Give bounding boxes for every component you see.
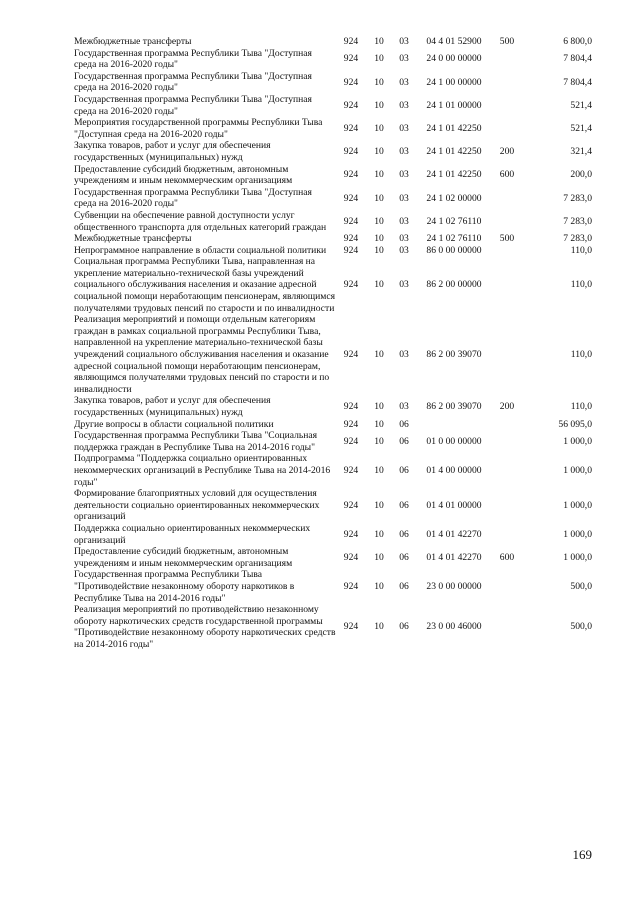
- row-name: Государственная программа Республики Тыва "Доступная среда на 2016-2020 годы": [74, 93, 312, 117]
- table-row: [74, 48, 592, 71]
- row-target-article: 04 4 01 52900: [426, 36, 482, 47]
- row-target-article: 01 4 01 42270: [426, 551, 482, 563]
- row-ministry-code: 924: [343, 551, 359, 563]
- row-ministry-code: 924: [343, 36, 359, 47]
- row-expense-type: 500: [499, 233, 515, 245]
- row-section-code: 10: [374, 435, 384, 447]
- row-name: Предоставление субсидий бюджетным, автономным учреждениям и иным некоммерческим организациям: [74, 163, 293, 187]
- row-expense-type: [492, 314, 522, 395]
- row-target-article: 24 1 01 00000: [426, 99, 482, 111]
- row-name: Социальная программа Республики Тыва, направленная на укрепление материально-технической базы учреждений социального обслуживания населения и оказание адресной социальной помощи неработающим пенсионерам, являющимся получателями трудовых пенсий по старости и по инвалидности: [74, 256, 336, 314]
- row-ministry-code: 924: [343, 499, 359, 511]
- row-subsection-code: 06: [399, 435, 409, 447]
- row-subsection-code: 03: [399, 215, 409, 227]
- row-name: Государственная программа Республики Тыва "Противодействие незаконному обороту наркотиков в Республике Тыва на 2014-2016 годы": [74, 569, 295, 604]
- row-section-code: 10: [374, 279, 384, 291]
- row-section-code: 10: [374, 418, 384, 430]
- row-target-article: 24 1 01 42250: [426, 122, 482, 134]
- row-subsection-code: 03: [399, 401, 409, 413]
- row-target-article: 24 1 02 76110: [426, 233, 482, 245]
- row-subsection-code: 03: [399, 53, 409, 65]
- row-expense-type: [492, 245, 522, 257]
- row-target-article: 23 0 00 46000: [426, 621, 482, 633]
- row-expense-type: [492, 187, 522, 210]
- row-ministry-code: 924: [343, 99, 359, 111]
- row-ministry-code: 924: [343, 146, 359, 158]
- row-ministry-code: 924: [343, 580, 359, 592]
- row-name: Закупка товаров, работ и услуг для обеспечения государственных (муниципальных) нужд: [74, 140, 271, 163]
- table-row: [74, 395, 592, 418]
- row-ministry-code: 924: [343, 464, 359, 476]
- row-name: Межбюджетные трансферты: [74, 233, 192, 245]
- row-amount: 1 000,0: [563, 435, 592, 447]
- row-amount: 56 095,0: [558, 418, 592, 430]
- row-name: Государственная программа Республики Тыва "Доступная среда на 2016-2020 годы": [74, 70, 312, 94]
- row-expense-type: 600: [499, 551, 515, 563]
- row-expense-type: [492, 453, 522, 488]
- row-subsection-code: 03: [399, 244, 409, 256]
- row-subsection-code: 03: [399, 76, 409, 88]
- row-section-code: 10: [374, 401, 384, 413]
- row-expense-type: [492, 523, 522, 546]
- table-row: [74, 453, 592, 488]
- row-subsection-code: 03: [399, 99, 409, 111]
- row-name: Реализация мероприятий и помощи отдельным категориям граждан в рамках социальной программы Республики Тыва, направленной на укрепление материально-технической базы учреждений социального обслуживания населения и оказание адресной социальной помощи неработающим пенсионерам, являющимся получателями трудовых пенсий по старости и по инвалидности: [74, 314, 330, 395]
- row-ministry-code: 924: [343, 169, 359, 181]
- table-row: [74, 256, 592, 314]
- row-target-article: 01 4 00 00000: [426, 464, 482, 476]
- row-subsection-code: 06: [399, 528, 409, 540]
- table-row: [74, 604, 592, 650]
- row-expense-type: [492, 569, 522, 604]
- row-name: Формирование благоприятных условий для осуществления деятельности социально ориентированных некоммерческих организаций: [74, 488, 320, 523]
- row-section-code: 10: [374, 36, 384, 47]
- row-subsection-code: 06: [399, 621, 409, 633]
- row-name: Субвенции на обеспечение равной доступности услуг общественного транспорта для отдельных категорий граждан: [74, 209, 327, 233]
- row-name: Предоставление субсидий бюджетным, автономным учреждениям и иным некоммерческим организациям: [74, 546, 293, 569]
- row-section-code: 10: [374, 244, 384, 256]
- row-name: Поддержка социально ориентированных некоммерческих организаций: [74, 522, 311, 546]
- table-row: [74, 569, 592, 604]
- row-ministry-code: 924: [343, 192, 359, 204]
- row-target-article: 01 4 01 00000: [426, 499, 482, 511]
- row-amount: 7 283,0: [563, 233, 592, 245]
- row-name: Реализация мероприятий по противодействию незаконному обороту наркотических средств государственной программы "Противодействие незаконному обороту наркотических средств на 2014-2016 годы": [74, 604, 336, 650]
- row-section-code: 10: [374, 528, 384, 540]
- row-name: Государственная программа Республики Тыва "Социальная поддержка граждан в Республике Тыва на 2014-2016 годы": [74, 430, 318, 453]
- row-subsection-code: 06: [399, 418, 409, 430]
- row-ministry-code: 924: [343, 401, 359, 413]
- row-amount: 7 283,0: [563, 192, 592, 204]
- row-amount: 7 804,4: [563, 53, 592, 65]
- row-target-article: 01 0 00 00000: [426, 435, 482, 447]
- row-name: Мероприятия государственной программы Республики Тыва "Доступная среда на 2016-2020 годы": [74, 117, 323, 140]
- table-row: [74, 488, 592, 523]
- row-amount: 110,0: [570, 279, 592, 291]
- row-amount: 500,0: [570, 621, 592, 633]
- row-amount: 110,0: [570, 349, 592, 361]
- row-section-code: 10: [374, 215, 384, 227]
- row-expense-type: [492, 604, 522, 650]
- budget-table-body: [74, 36, 592, 650]
- row-amount: 7 283,0: [563, 215, 592, 227]
- row-name: Межбюджетные трансферты: [74, 36, 192, 47]
- table-row: [74, 233, 592, 245]
- row-ministry-code: 924: [343, 122, 359, 134]
- row-expense-type: 500: [499, 36, 515, 47]
- row-subsection-code: 03: [399, 349, 409, 361]
- row-amount: 1 000,0: [563, 499, 592, 511]
- row-expense-type: [492, 117, 522, 140]
- row-target-article: 86 0 00 00000: [426, 244, 482, 256]
- row-target-article: 24 1 02 76110: [426, 215, 482, 227]
- row-section-code: 10: [374, 551, 384, 563]
- row-ministry-code: 924: [343, 76, 359, 88]
- row-name: Государственная программа Республики Тыва "Доступная среда на 2016-2020 годы": [74, 186, 312, 210]
- row-subsection-code: 06: [399, 551, 409, 563]
- row-subsection-code: 03: [399, 233, 409, 245]
- row-target-article: 01 4 01 42270: [426, 528, 482, 540]
- row-amount: 321,4: [570, 146, 592, 158]
- row-expense-type: [492, 71, 522, 94]
- row-ministry-code: 924: [343, 418, 359, 430]
- row-subsection-code: 06: [399, 499, 409, 511]
- row-amount: 521,4: [570, 122, 592, 134]
- table-row: [74, 140, 592, 163]
- row-target-article: 86 2 00 39070: [426, 349, 482, 361]
- row-section-code: 10: [374, 53, 384, 65]
- row-ministry-code: 924: [343, 233, 359, 245]
- row-expense-type: [492, 488, 522, 523]
- page-number: 169: [572, 847, 592, 862]
- row-amount: 521,4: [570, 99, 592, 111]
- row-subsection-code: 06: [399, 580, 409, 592]
- row-amount: 7 804,4: [563, 76, 592, 88]
- row-amount: 1 000,0: [563, 528, 592, 540]
- table-row: [74, 419, 592, 431]
- row-section-code: 10: [374, 349, 384, 361]
- row-ministry-code: 924: [343, 53, 359, 65]
- row-amount: 1 000,0: [563, 464, 592, 476]
- row-amount: 6 800,0: [563, 36, 592, 47]
- table-row: [74, 523, 592, 546]
- row-name: Подпрограмма "Поддержка социально ориентированных некоммерческих организаций в Республике Тыва на 2014-2016 годы": [74, 453, 331, 488]
- row-target-article: 24 1 02 00000: [426, 192, 482, 204]
- row-target-article: 23 0 00 00000: [426, 580, 482, 592]
- row-ministry-code: 924: [343, 349, 359, 361]
- row-expense-type: [492, 419, 522, 431]
- row-subsection-code: 03: [399, 36, 409, 47]
- row-subsection-code: 03: [399, 169, 409, 181]
- row-amount: 110,0: [570, 401, 592, 413]
- row-target-article: 24 1 01 42250: [426, 169, 482, 181]
- row-amount: 500,0: [570, 580, 592, 592]
- row-target-article: 24 1 00 00000: [426, 76, 482, 88]
- row-name: Непрограммное направление в области социальной политики: [74, 244, 327, 256]
- table-row: [74, 94, 592, 117]
- row-expense-type: [492, 256, 522, 314]
- row-section-code: 10: [374, 192, 384, 204]
- row-subsection-code: 06: [399, 464, 409, 476]
- row-amount: 1 000,0: [563, 551, 592, 563]
- row-ministry-code: 924: [343, 279, 359, 291]
- row-name: Закупка товаров, работ и услуг для обеспечения государственных (муниципальных) нужд: [74, 395, 271, 418]
- row-expense-type: 200: [499, 146, 515, 158]
- row-section-code: 10: [374, 580, 384, 592]
- budget-table: [74, 36, 592, 650]
- row-section-code: 10: [374, 464, 384, 476]
- row-expense-type: [492, 94, 522, 117]
- row-expense-type: [492, 48, 522, 71]
- row-ministry-code: 924: [343, 528, 359, 540]
- row-ministry-code: 924: [343, 621, 359, 633]
- row-ministry-code: 924: [343, 215, 359, 227]
- row-name: Государственная программа Республики Тыва "Доступная среда на 2016-2020 годы": [74, 47, 312, 71]
- row-section-code: 10: [374, 122, 384, 134]
- row-subsection-code: 03: [399, 192, 409, 204]
- row-section-code: 10: [374, 146, 384, 158]
- row-target-article: 24 1 01 42250: [426, 146, 482, 158]
- table-row: [74, 164, 592, 187]
- table-row: [74, 314, 592, 395]
- row-subsection-code: 03: [399, 279, 409, 291]
- row-ministry-code: 924: [343, 435, 359, 447]
- row-ministry-code: 924: [343, 244, 359, 256]
- row-target-article: 86 2 00 39070: [426, 401, 482, 413]
- row-section-code: 10: [374, 169, 384, 181]
- row-expense-type: 200: [499, 401, 515, 413]
- table-row: [74, 36, 592, 48]
- table-row: [74, 210, 592, 233]
- row-subsection-code: 03: [399, 122, 409, 134]
- row-amount: 200,0: [570, 169, 592, 181]
- table-row: [74, 187, 592, 210]
- row-section-code: 10: [374, 76, 384, 88]
- row-section-code: 10: [374, 233, 384, 245]
- row-expense-type: [492, 210, 522, 233]
- row-target-article: 86 2 00 00000: [426, 279, 482, 291]
- table-row: [74, 546, 592, 569]
- row-subsection-code: 03: [399, 146, 409, 158]
- row-name: Другие вопросы в области социальной политики: [74, 418, 274, 430]
- table-row: [74, 117, 592, 140]
- row-target-article: 24 0 00 00000: [426, 53, 482, 65]
- row-amount: 110,0: [570, 244, 592, 256]
- row-section-code: 10: [374, 621, 384, 633]
- row-expense-type: [492, 430, 522, 453]
- row-section-code: 10: [374, 99, 384, 111]
- table-row: [74, 71, 592, 94]
- row-expense-type: 600: [499, 169, 515, 181]
- table-row: [74, 430, 592, 453]
- row-target-article: [416, 419, 492, 431]
- row-section-code: 10: [374, 499, 384, 511]
- table-row: [74, 245, 592, 257]
